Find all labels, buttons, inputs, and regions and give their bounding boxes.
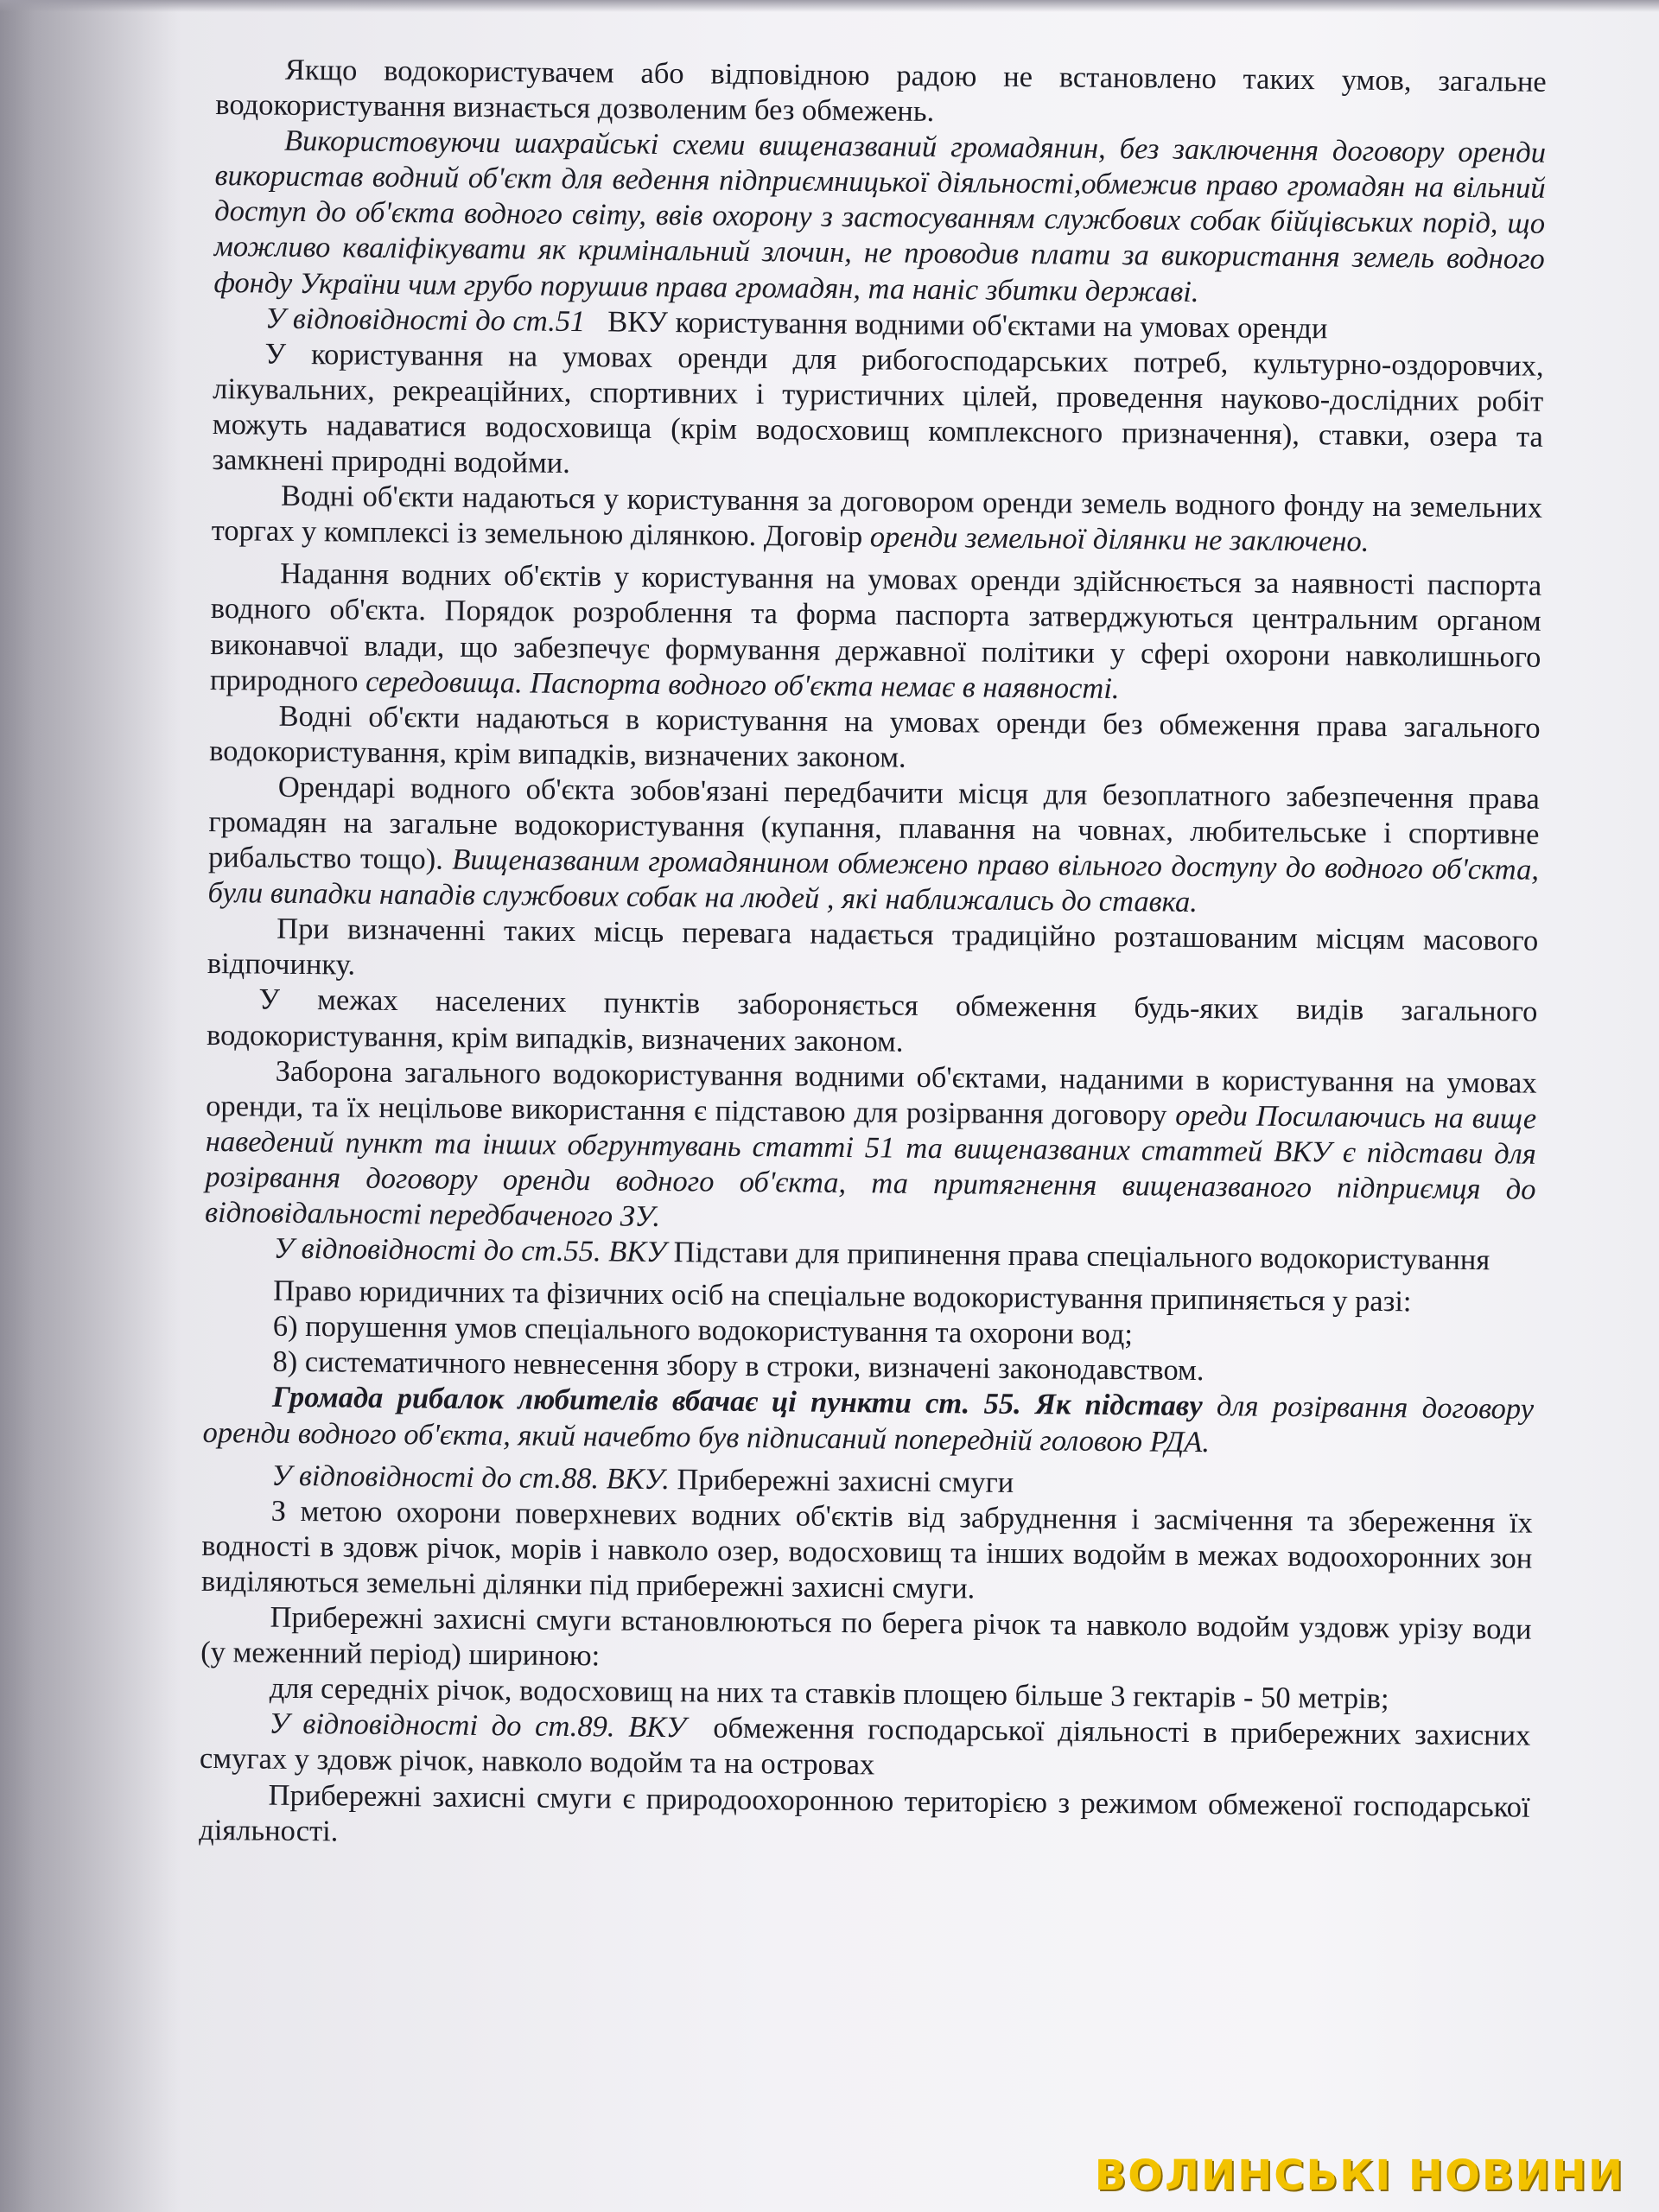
paragraph-general-use: [215, 52, 1547, 136]
paragraph-text: Водні об'єкти надаються в користування на умовах оренди без обмеження права загального водокористування, крім випадків, визначених законом.: [209, 699, 1541, 774]
paragraph-text: Право юридичних та фізичних осіб на спеціальне водокористування припиняється у разі:: [273, 1274, 1412, 1319]
paragraph-land-lease: [211, 478, 1542, 562]
paragraph-text: З метою охорони поверхневих водних об'єктів від забруднення і засмічення та збереження їх водності в здовж річок, морів і навколо озер, водосховищ та інших водойм в межах водоохоронних зон виділяються земельні ділянки під прибережні захисні смуги.: [200, 1494, 1533, 1605]
paragraph-strip-width: [200, 1599, 1532, 1683]
paragraph-recreation-places: [207, 911, 1539, 995]
paragraph-italic-note: оренди земельної ділянки не заключено.: [869, 520, 1370, 559]
paragraph-settlements: [207, 982, 1538, 1065]
paragraph-italic-note: ореди Посилаючись на вище наведений пункт та інших обгрунтувань статті 51 та вищеназваних статтей ВКУ є підстави для розірвання договору оренди водного об'єкта, та притягнення вищеназваного підприємця до відповідальності передбаченого ЗУ.: [204, 1098, 1537, 1233]
paragraph-text: Використовуючи шахрайські схеми вищеназваний громадянин, без заключення договору оренди використав водний об'єкт для ведення підприємницької діяльності,обмежив право громадян на вільний доступ до об'єкта водного світу, ввів охорону з застосуванням службових собак бійцівських порід, що можливо кваліфікувати як кримінальний злочин, не проводив плати за використання земель водного фонду України чим грубо порушив права громадян, та наніс збитки державі.: [213, 124, 1547, 308]
article-reference: У відповідності до ст.51: [264, 302, 586, 338]
document-page: [199, 0, 1616, 2212]
paragraph-termination-grounds: [205, 1053, 1537, 1243]
paragraph-tenant-obligations: [207, 769, 1540, 924]
paragraph-text: У користування на умовах оренди для рибогосподарських потреб, культурно-оздоровчих, лікувальних, рекреаційних, спортивних і туристичних цілей, проведення науково-дослідних робіт можуть надаватися водосховища (крім водосховищ комплексного призначення), ставки, озера та замкнені природні водойми.: [212, 337, 1544, 480]
paragraph-passport: [210, 556, 1542, 710]
paragraph-text: Орендарі водного об'єкта зобов'язані передбачити місця для безоплатного забезпечення права громадян на загальне водокористування (купання, плавання на човнах, любительське і спортивне рибальство тощо).: [207, 770, 1540, 876]
paragraph-text: для середніх річок, водосховищ на них та ставків площею більше 3 гектарів - 50 метрів;: [269, 1671, 1389, 1716]
paragraph-text: Якщо водокористувачем або відповідною радою не встановлено таких умов, загальне водокористування визнається дозволеним без обмежень.: [215, 53, 1547, 129]
paragraph-lease-purposes: [212, 336, 1544, 491]
paragraph-text: Підстави для припинення права спеціального водокористування: [673, 1236, 1491, 1277]
paragraph-text: обмеження господарської діяльності в прибережних захисних смугах у здовж річок, навколо водойм та на островах: [199, 1711, 1531, 1782]
paragraph-italic-note: середовища. Паспорта водного об'єкта немає в наявності.: [365, 664, 1120, 705]
paragraph-text: При визначенні таких місць перевага надається традиційно розташованим місцям масового відпочинку.: [207, 912, 1539, 982]
paragraph-protected-territory: [199, 1777, 1530, 1860]
paragraph-article-89-heading: [200, 1706, 1531, 1789]
article-reference: У відповідності до ст.89. ВКУ: [269, 1707, 687, 1745]
paragraph-text: Прибережні захисні смуги встановлюються по берега річок та навколо водойм уздовж урізу води (у меженний період) шириною:: [200, 1600, 1532, 1673]
paragraph-italic-note: Вищеназваним громадянином обмежено право вільного доступу до водного об'скта, були випадки нападів службових собак на людей , які наближались до ставка.: [207, 842, 1540, 919]
paragraph-community-position: [202, 1379, 1534, 1463]
article-reference: У відповідності до ст.55. ВКУ: [273, 1231, 667, 1269]
article-reference: У відповідності до ст.88. ВКУ.: [271, 1459, 671, 1496]
paragraph-text: У межах населених пунктів забороняється обмеження будь-яких видів загального водокористування, крім випадків, визначених законом.: [206, 982, 1538, 1058]
paragraph-text: ВКУ користування водними об'єктами на умовах оренди: [607, 305, 1328, 346]
list-item-text: 6) порушення умов спеціального водокористування та охорони вод;: [272, 1309, 1134, 1351]
paragraph-text: Водні об'єкти надаються у користування за договором оренди земель водного фонду на земельних торгах у комплексі із земельною ділянкою. Договір: [211, 479, 1543, 554]
paragraph-text: Заборона загального водокористування водними об'єктами, наданими в користування на умовах оренди, та їх нецільове використання є підставою для розірвання договору: [206, 1054, 1537, 1132]
watermark-logo: ВОЛИНСЬКІ НОВИНИ: [1094, 2152, 1624, 2200]
document-body: [199, 52, 1547, 1860]
list-item-text: 8) систематичного невнесення збору в строки, визначені законодавством.: [272, 1345, 1205, 1388]
paragraph-text: Надання водних об'єктів у користування на умовах оренди здійснюється за наявності паспорта водного об'єкта. Порядок розроблення та форма паспорта затверджуються центральним органом виконавчої влади, що забезпечує формування державної політики у сфері охорони навколишнього природного: [209, 557, 1542, 698]
paragraph-italic-note: для розірвання договору оренди водного об'єкта, який начебто був підписаний попередній головою РДА.: [202, 1389, 1535, 1459]
page-fold-shadow: [0, 0, 181, 2212]
paragraph-no-restriction: [209, 698, 1541, 782]
paragraph-text: Прибережні захисні смуги є природоохоронною територією з режимом обмеженої господарської діяльності.: [199, 1778, 1530, 1848]
paragraph-fraud-claim: [213, 123, 1546, 313]
paragraph-bold-italic: Громада рибалок любителів вбачає ці пункти ст. 55. Як підставу: [271, 1381, 1203, 1423]
paragraph-text: Прибережні захисні смуги: [677, 1462, 1014, 1499]
paragraph-protection-purpose: [201, 1493, 1533, 1612]
